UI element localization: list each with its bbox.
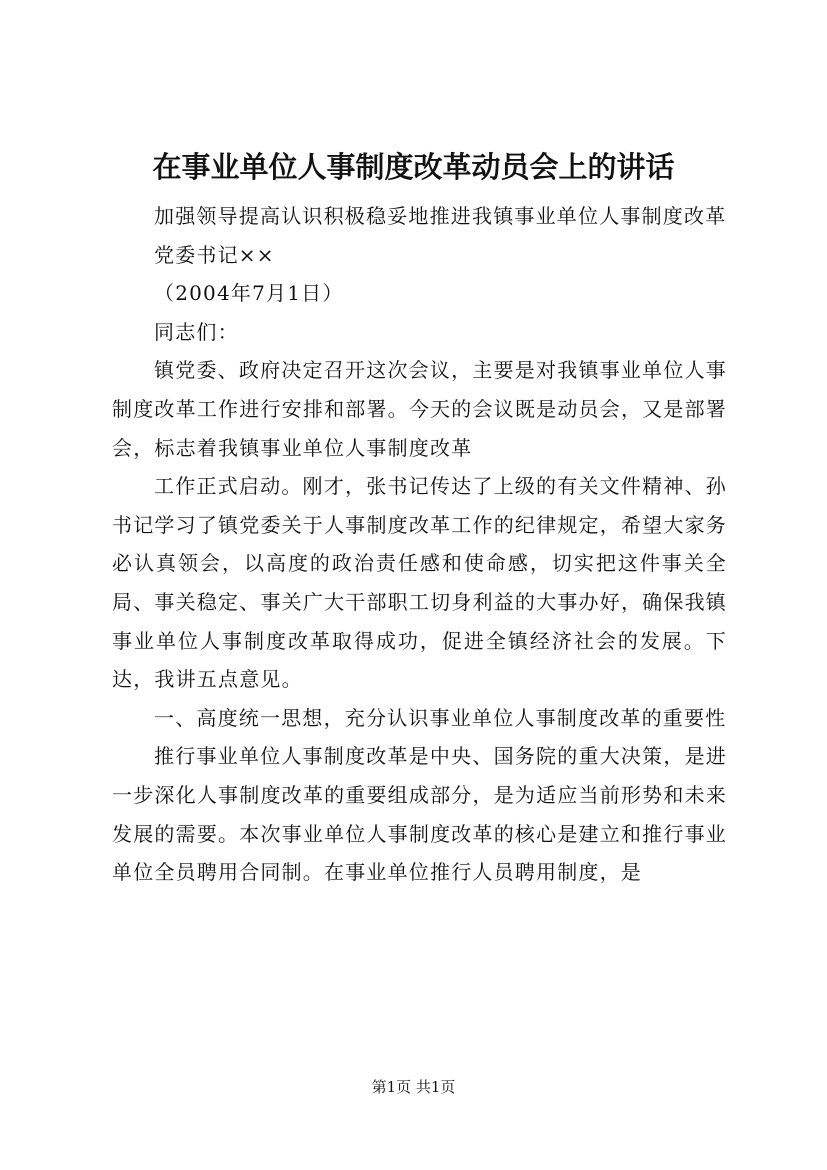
paragraph-body: 镇党委、政府决定召开这次会议，主要是对我镇事业单位人事制度改革工作进行安排和部署。今天的会议既是动员会，又是部署会，标志着我镇事业单位人事制度改革 <box>112 358 727 460</box>
paragraph-salutation: 同志们： <box>154 319 239 344</box>
paragraph-body: 工作正式启动。刚才，张书记传达了上级的有关文件精神、孙书记学习了镇党委关于人事制度改革工作的纪律规定，希望大家务必认真领会，以高度的政治责任感和使命感，切实把这件事关全局、事关稳定、事关广大干部职工切身利益的大事办好，确保我镇事业单位人事制度改革取得成功，促进全镇经济社会的发展。下达，我讲五点意见。 <box>112 474 727 692</box>
paragraph-speaker: 党委书记×× <box>154 242 275 267</box>
paragraph-subtitle: 加强领导提高认识积极稳妥地推进我镇事业单位人事制度改革 <box>154 204 727 228</box>
document-title: 在事业单位人事制度改革动员会上的讲话 <box>152 150 675 184</box>
page-number: 第1页 共1页 <box>371 1078 456 1096</box>
paragraph-heading: 一、高度统一思想，充分认识事业单位人事制度改革的重要性 <box>154 705 727 730</box>
document-body <box>112 197 727 892</box>
paragraph-body: 推行事业单位人事制度改革是中央、国务院的重大决策，是进一步深化人事制度改革的重要组成部分，是为适应当前形势和未来发展的需要。本次事业单位人事制度改革的核心是建立和推行事业单位全员聘用合同制。在事业单位推行人员聘用制度，是 <box>112 744 727 885</box>
paragraph-date: （2004年7月1日） <box>154 281 344 306</box>
